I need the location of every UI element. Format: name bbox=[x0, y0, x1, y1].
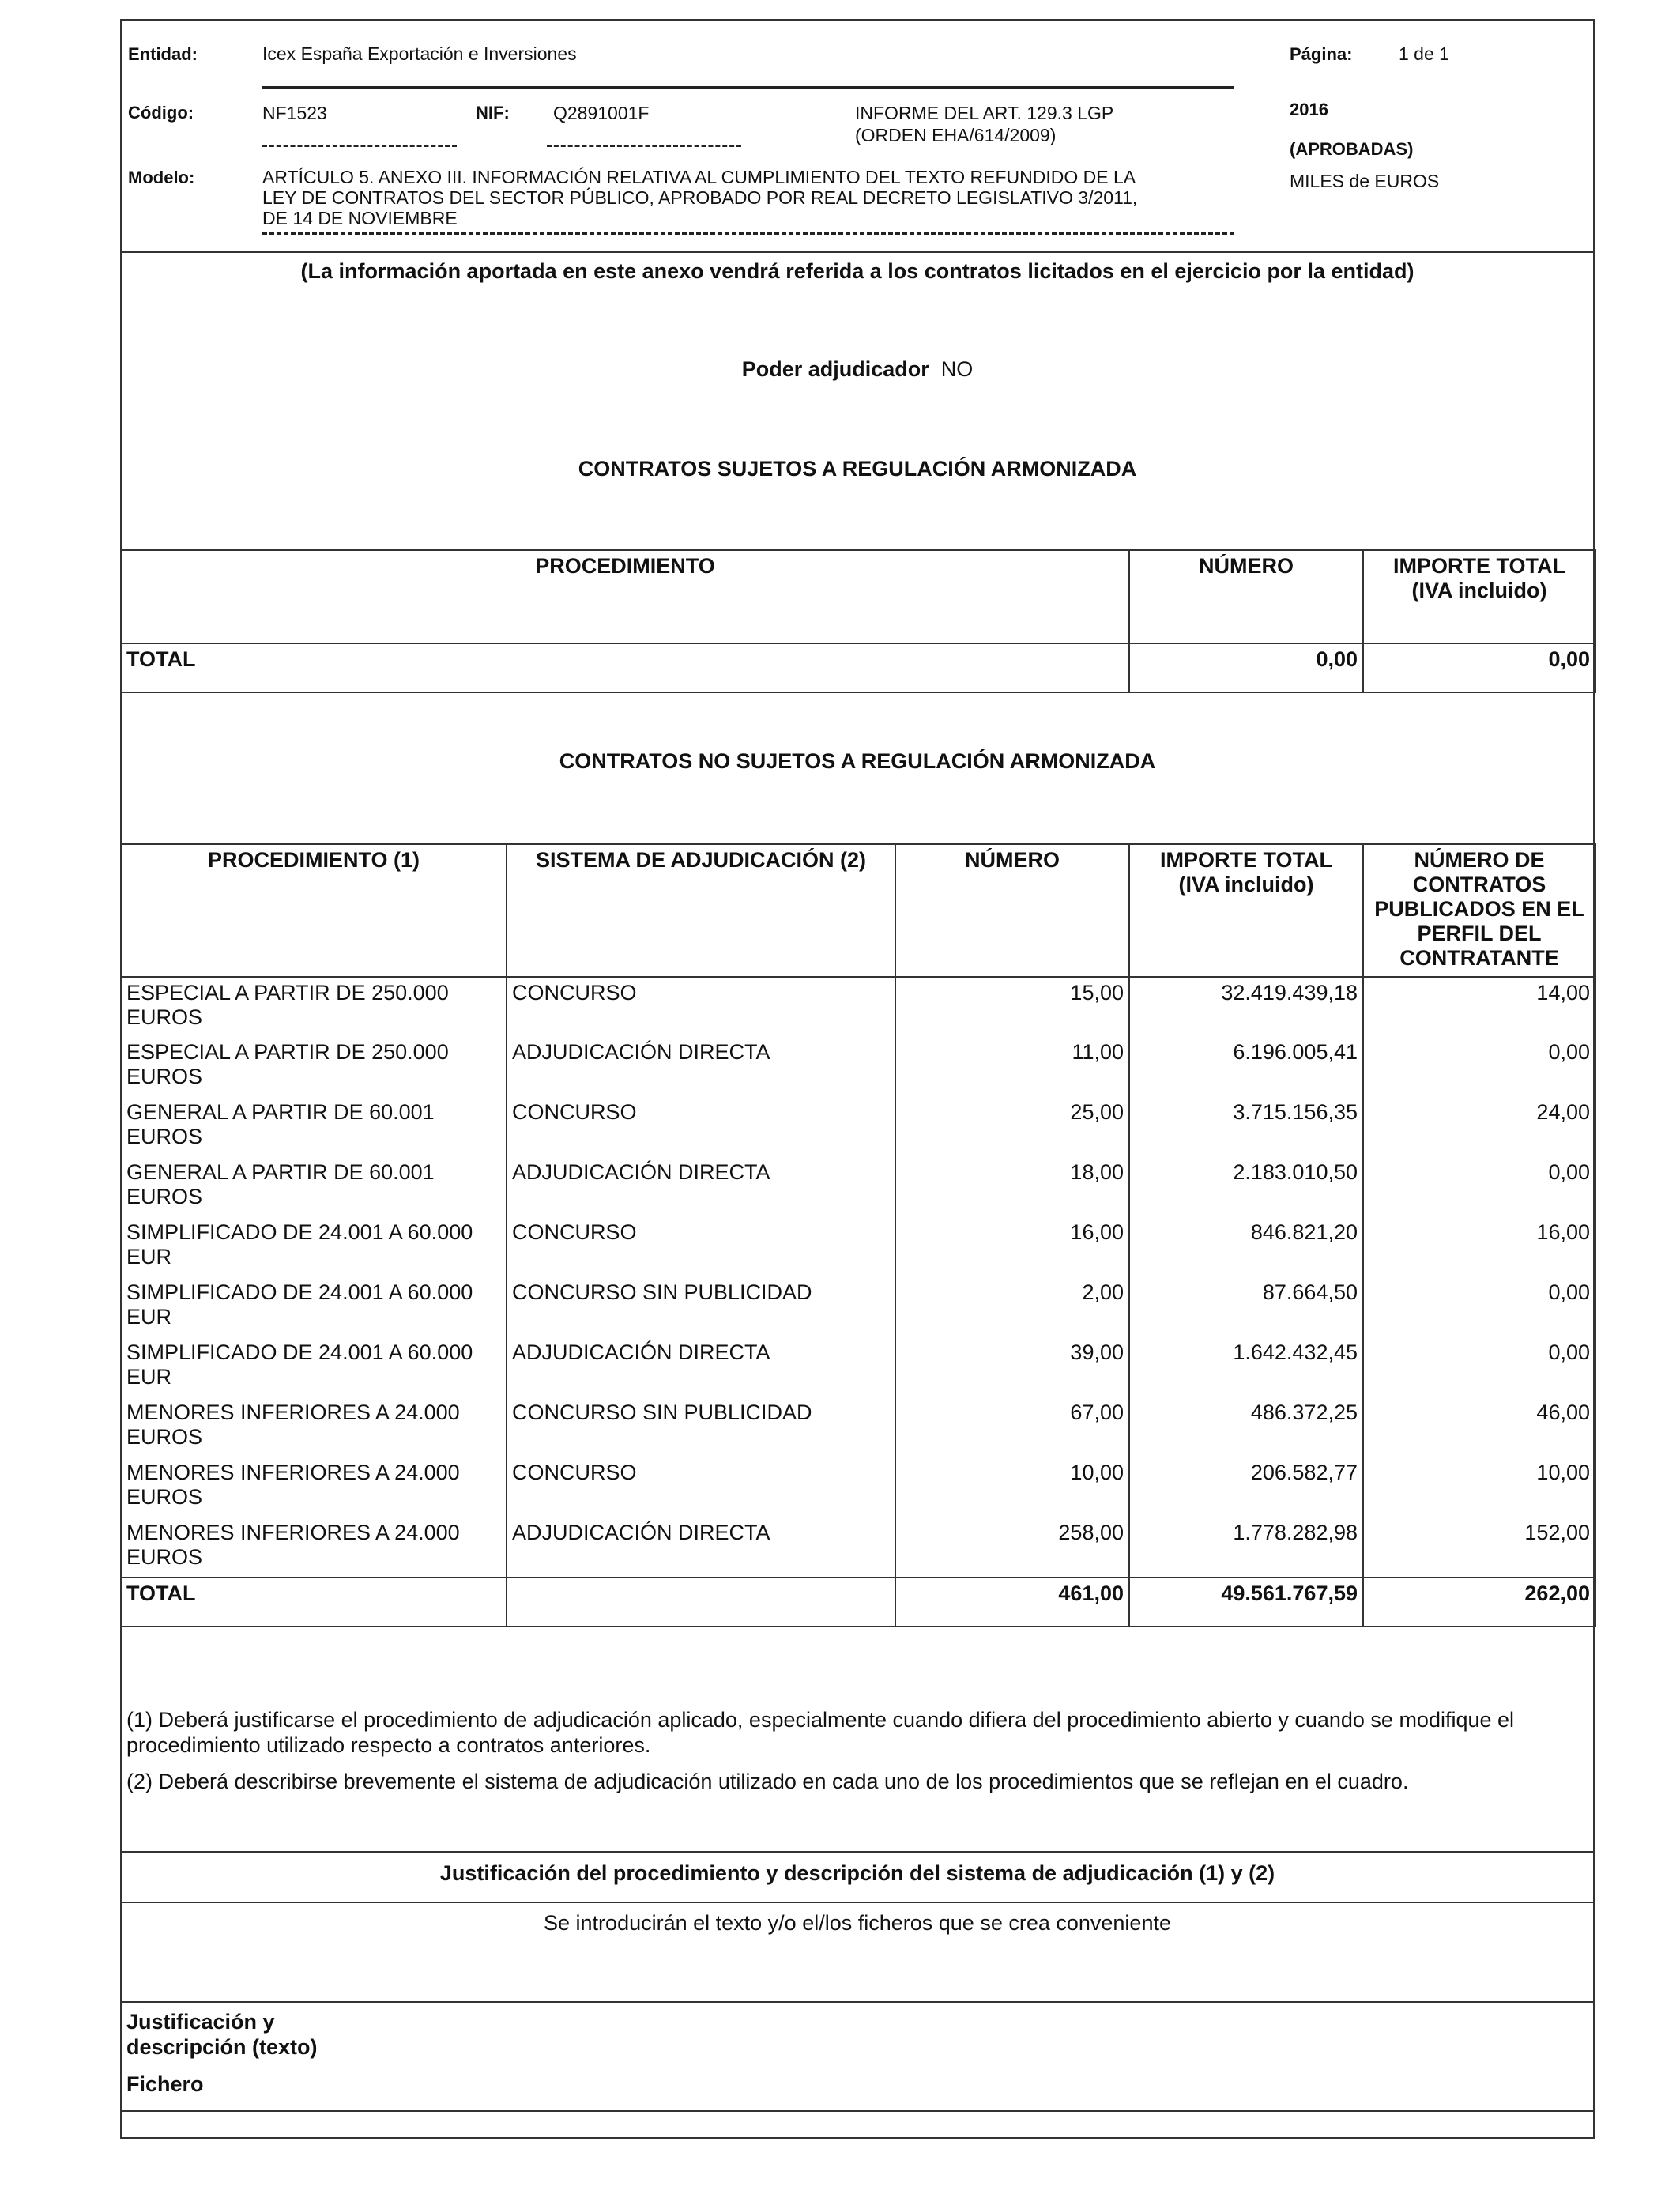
poder-adjudicador bbox=[122, 357, 1593, 382]
bottom-line bbox=[122, 2110, 1593, 2112]
cell-procedimiento: SIMPLIFICADO DE 24.001 A 60.000 EUR bbox=[121, 1217, 507, 1277]
cell-procedimiento: MENORES INFERIORES A 24.000 EUROS bbox=[121, 1397, 507, 1457]
table-row bbox=[121, 1157, 1595, 1217]
cell-publicados: 0,00 bbox=[1363, 1337, 1595, 1397]
cell-sistema: ADJUDICACIÓN DIRECTA bbox=[507, 1157, 895, 1217]
modelo-line3: DE 14 DE NOVIEMBRE bbox=[262, 208, 458, 228]
cell-publicados: 10,00 bbox=[1363, 1457, 1595, 1517]
col-numero: NÚMERO bbox=[1129, 550, 1363, 643]
cell-publicados: 0,00 bbox=[1363, 1037, 1595, 1097]
total-importe: 49.561.767,59 bbox=[1129, 1578, 1363, 1627]
document-frame bbox=[120, 19, 1595, 2139]
justificacion-top-line bbox=[122, 1851, 1593, 1853]
total-label: TOTAL bbox=[121, 1578, 507, 1627]
cell-procedimiento: SIMPLIFICADO DE 24.001 A 60.000 EUR bbox=[121, 1277, 507, 1337]
no-armonizada-total-row bbox=[121, 1578, 1595, 1627]
cell-importe: 3.715.156,35 bbox=[1129, 1097, 1363, 1157]
cell-procedimiento: ESPECIAL A PARTIR DE 250.000 EUROS bbox=[121, 1037, 507, 1097]
cell-importe: 87.664,50 bbox=[1129, 1277, 1363, 1337]
cell-numero: 67,00 bbox=[895, 1397, 1129, 1457]
cell-publicados: 0,00 bbox=[1363, 1277, 1595, 1337]
justificacion-instruction: Se introducirán el texto y/o el/los ficheros que se crea conveniente bbox=[544, 1911, 1171, 1935]
cell-sistema: ADJUDICACIÓN DIRECTA bbox=[507, 1037, 895, 1097]
entidad-value: Icex España Exportación e Inversiones bbox=[262, 43, 577, 64]
col-procedimiento: PROCEDIMIENTO bbox=[121, 550, 1129, 643]
cell-sistema: CONCURSO SIN PUBLICIDAD bbox=[507, 1277, 895, 1337]
cell-numero: 2,00 bbox=[895, 1277, 1129, 1337]
cell-importe: 1.778.282,98 bbox=[1129, 1517, 1363, 1578]
nif-value: Q2891001F bbox=[553, 103, 650, 123]
cell-publicados: 152,00 bbox=[1363, 1517, 1595, 1578]
table-row bbox=[121, 1277, 1595, 1337]
no-armonizada-header-row bbox=[121, 844, 1595, 977]
entidad-label: Entidad: bbox=[128, 44, 198, 64]
modelo-label: Modelo: bbox=[128, 168, 195, 187]
cell-numero: 25,00 bbox=[895, 1097, 1129, 1157]
cell-sistema: CONCURSO bbox=[507, 977, 895, 1037]
no-armonizada-table bbox=[120, 843, 1596, 1627]
col-importe: IMPORTE TOTAL (IVA incluido) bbox=[1363, 550, 1595, 643]
aprobadas-label: (APROBADAS) bbox=[1290, 139, 1414, 159]
note-2: (2) Deberá describirse brevemente el sistema de adjudicación utilizado en cada uno de los procedimientos que se reflejan en el cuadro. bbox=[126, 1770, 1409, 1793]
cell-numero: 18,00 bbox=[895, 1157, 1129, 1217]
codigo-value: NF1523 bbox=[262, 103, 327, 123]
nif-label: NIF: bbox=[476, 103, 510, 123]
cell-numero: 258,00 bbox=[895, 1517, 1129, 1578]
informe-line1: INFORME DEL ART. 129.3 LGP bbox=[855, 103, 1114, 123]
total-publicados: 262,00 bbox=[1363, 1578, 1595, 1627]
col-publicados: NÚMERO DE CONTRATOS PUBLICADOS EN EL PERFIL DEL CONTRATANTE bbox=[1363, 844, 1595, 977]
miles-label: MILES de EUROS bbox=[1290, 171, 1440, 191]
cell-procedimiento: GENERAL A PARTIR DE 60.001 EUROS bbox=[121, 1097, 507, 1157]
entidad-underline bbox=[262, 86, 1234, 89]
pagina-label: Página: bbox=[1290, 44, 1353, 64]
table-row bbox=[121, 1217, 1595, 1277]
cell-procedimiento: MENORES INFERIORES A 24.000 EUROS bbox=[121, 1457, 507, 1517]
col-importe: IMPORTE TOTAL (IVA incluido) bbox=[1129, 844, 1363, 977]
col-sistema: SISTEMA DE ADJUDICACIÓN (2) bbox=[507, 844, 895, 977]
total-sistema-empty bbox=[507, 1578, 895, 1627]
cell-importe: 2.183.010,50 bbox=[1129, 1157, 1363, 1217]
total-label: TOTAL bbox=[121, 643, 1129, 692]
codigo-underline bbox=[262, 145, 457, 147]
cell-publicados: 46,00 bbox=[1363, 1397, 1595, 1457]
cell-publicados: 0,00 bbox=[1363, 1157, 1595, 1217]
cell-procedimiento: ESPECIAL A PARTIR DE 250.000 EUROS bbox=[121, 977, 507, 1037]
cell-sistema: CONCURSO bbox=[507, 1217, 895, 1277]
poder-label: Poder adjudicador bbox=[741, 357, 929, 381]
table-row bbox=[121, 1337, 1595, 1397]
codigo-label: Código: bbox=[128, 103, 194, 123]
table-row bbox=[121, 1457, 1595, 1517]
cell-procedimiento: GENERAL A PARTIR DE 60.001 EUROS bbox=[121, 1157, 507, 1217]
pagina-value: 1 de 1 bbox=[1399, 43, 1449, 64]
note-1: (1) Deberá justificarse el procedimiento de adjudicación aplicado, especialmente cuando difiera del procedimiento abierto y cuando se modifique el procedimiento utilizado respecto a contratos anteriores. bbox=[126, 1708, 1515, 1757]
cell-sistema: CONCURSO SIN PUBLICIDAD bbox=[507, 1397, 895, 1457]
informe-line2: (ORDEN EHA/614/2009) bbox=[855, 125, 1057, 145]
cell-importe: 206.582,77 bbox=[1129, 1457, 1363, 1517]
table-row bbox=[121, 1517, 1595, 1578]
cell-procedimiento: SIMPLIFICADO DE 24.001 A 60.000 EUR bbox=[121, 1337, 507, 1397]
col-procedimiento-1: PROCEDIMIENTO (1) bbox=[121, 844, 507, 977]
total-numero: 461,00 bbox=[895, 1578, 1129, 1627]
cell-numero: 39,00 bbox=[895, 1337, 1129, 1397]
table-row bbox=[121, 977, 1595, 1037]
cell-publicados: 24,00 bbox=[1363, 1097, 1595, 1157]
fichero-label: Fichero bbox=[126, 2072, 204, 2096]
cell-publicados: 14,00 bbox=[1363, 977, 1595, 1037]
justificacion-title-line bbox=[122, 1902, 1593, 1903]
cell-sistema: ADJUDICACIÓN DIRECTA bbox=[507, 1517, 895, 1578]
cell-publicados: 16,00 bbox=[1363, 1217, 1595, 1277]
justificacion-title: Justificación del procedimiento y descripción del sistema de adjudicación (1) y (2) bbox=[439, 1861, 1275, 1885]
table-row bbox=[121, 1037, 1595, 1097]
total-numero: 0,00 bbox=[1129, 643, 1363, 692]
cell-sistema: CONCURSO bbox=[507, 1457, 895, 1517]
cell-importe: 6.196.005,41 bbox=[1129, 1037, 1363, 1097]
col-numero: NÚMERO bbox=[895, 844, 1129, 977]
cell-sistema: ADJUDICACIÓN DIRECTA bbox=[507, 1337, 895, 1397]
table-row bbox=[121, 1097, 1595, 1157]
cell-numero: 16,00 bbox=[895, 1217, 1129, 1277]
justificacion-input-line bbox=[122, 2001, 1593, 2003]
cell-numero: 15,00 bbox=[895, 977, 1129, 1037]
texto-label: Justificación y descripción (texto) bbox=[126, 2010, 318, 2059]
armonizada-table bbox=[120, 549, 1596, 693]
modelo-underline bbox=[262, 232, 1234, 235]
armonizada-title: CONTRATOS SUJETOS A REGULACIÓN ARMONIZADA bbox=[578, 457, 1137, 481]
table-row bbox=[121, 1397, 1595, 1457]
cell-numero: 10,00 bbox=[895, 1457, 1129, 1517]
nif-underline bbox=[547, 145, 741, 147]
cell-sistema: CONCURSO bbox=[507, 1097, 895, 1157]
no-armonizada-title: CONTRATOS NO SUJETOS A REGULACIÓN ARMONIZADA bbox=[559, 749, 1156, 773]
cell-importe: 486.372,25 bbox=[1129, 1397, 1363, 1457]
total-importe: 0,00 bbox=[1363, 643, 1595, 692]
armonizada-total-row bbox=[121, 643, 1595, 692]
poder-value: NO bbox=[940, 357, 974, 381]
cell-importe: 1.642.432,45 bbox=[1129, 1337, 1363, 1397]
cell-importe: 846.821,20 bbox=[1129, 1217, 1363, 1277]
modelo-line2: LEY DE CONTRATOS DEL SECTOR PÚBLICO, APROBADO POR REAL DECRETO LEGISLATIVO 3/2011, bbox=[262, 187, 1138, 208]
cell-importe: 32.419.439,18 bbox=[1129, 977, 1363, 1037]
header-divider bbox=[122, 251, 1593, 253]
year-label: 2016 bbox=[1290, 100, 1328, 119]
intro-text: (La información aportada en este anexo vendrá referida a los contratos licitados en el ejercicio por la entidad) bbox=[300, 259, 1414, 283]
cell-numero: 11,00 bbox=[895, 1037, 1129, 1097]
cell-procedimiento: MENORES INFERIORES A 24.000 EUROS bbox=[121, 1517, 507, 1578]
armonizada-header-row bbox=[121, 550, 1595, 643]
modelo-line1: ARTÍCULO 5. ANEXO III. INFORMACIÓN RELATIVA AL CUMPLIMIENTO DEL TEXTO REFUNDIDO DE LA bbox=[262, 167, 1136, 187]
